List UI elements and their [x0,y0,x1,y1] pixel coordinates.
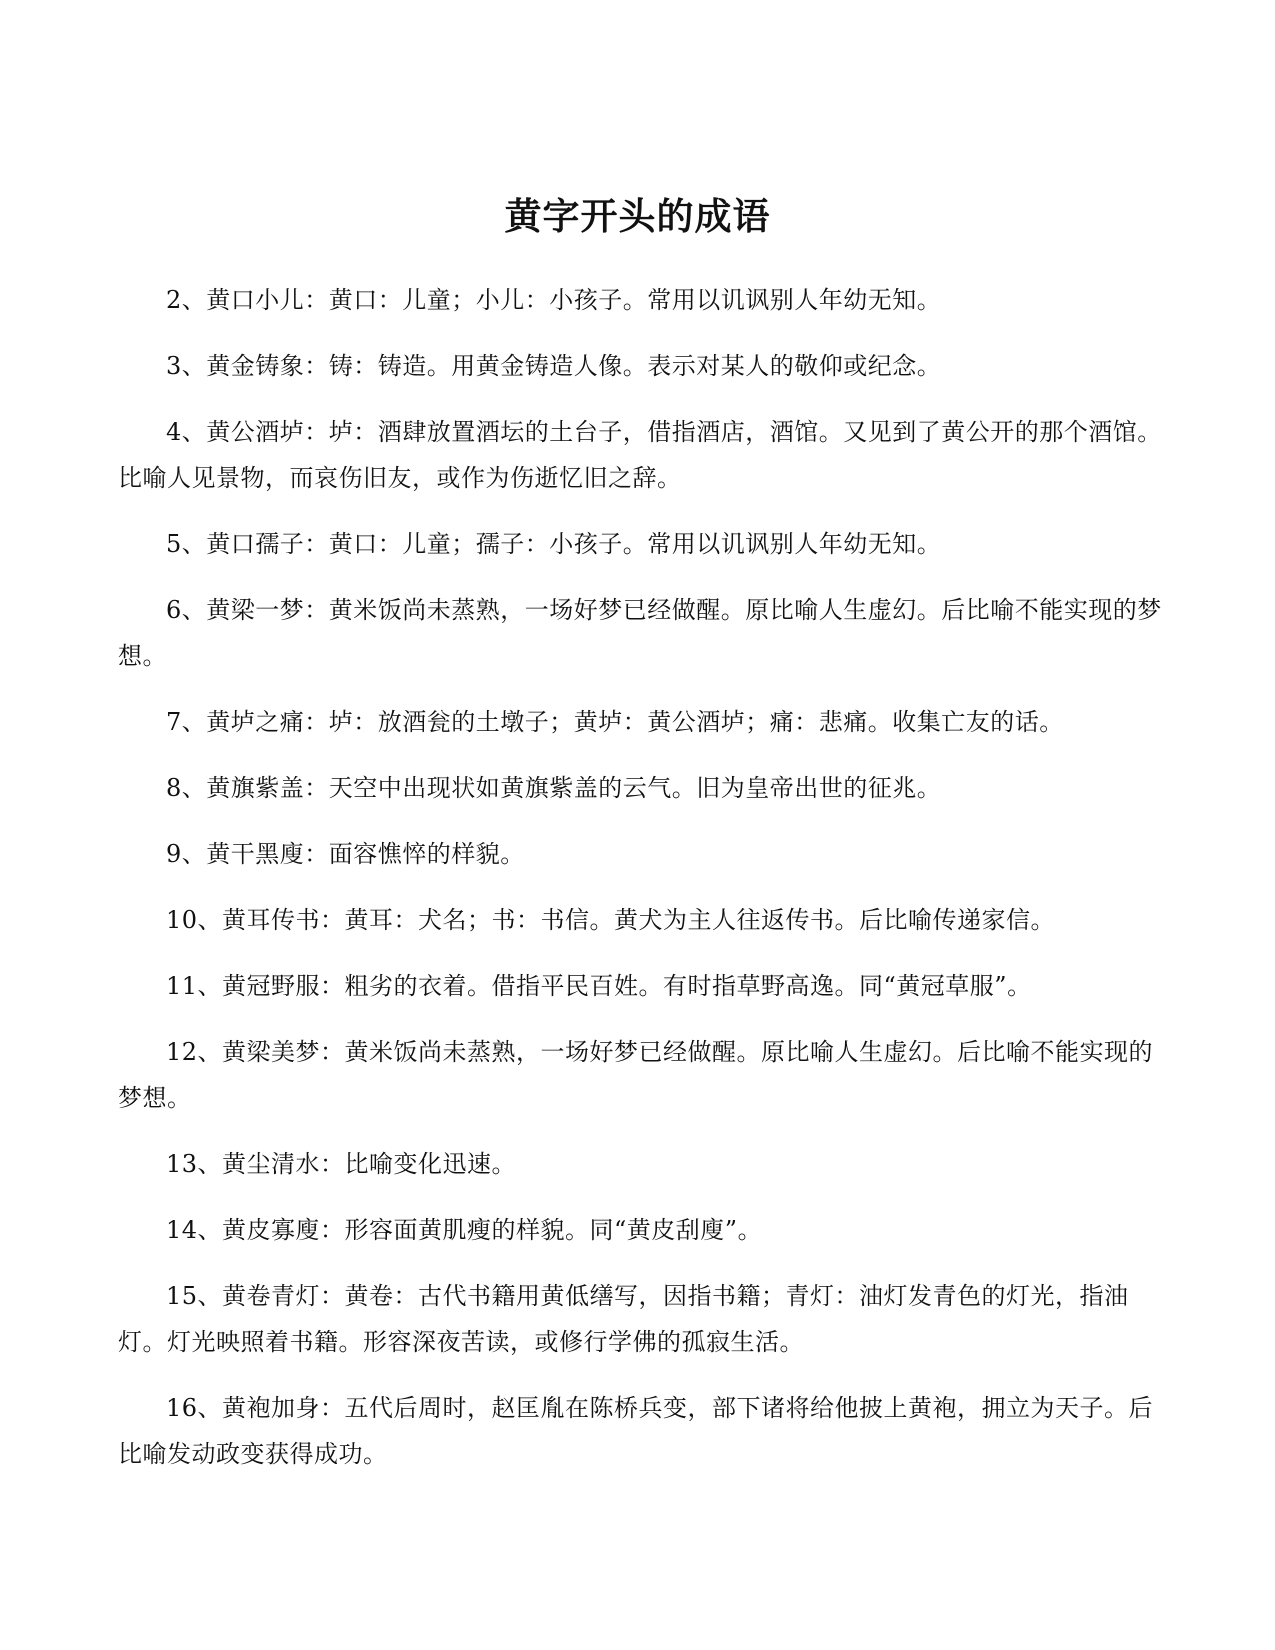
idiom-entry: 5、黄口孺子：黄口：儿童；孺子：小孩子。常用以讥讽别人年幼无知。 [166,530,942,558]
idiom-entry: 2、黄口小儿：黄口：儿童；小儿：小孩子。常用以讥讽别人年幼无知。 [166,286,942,314]
idiom-entry: 13、黄尘清水：比喻变化迅速。 [166,1150,517,1178]
idiom-entry: 8、黄旗紫盖：天空中出现状如黄旗紫盖的云气。旧为皇帝出世的征兆。 [166,774,942,802]
idiom-entry: 4、黄公酒垆：垆：酒肆放置酒坛的土台子，借指酒店，酒馆。又见到了黄公开的那个酒馆。比喻人见景物，而哀伤旧友，或作为伤逝忆旧之辞。 [118,418,1162,492]
idiom-entry: 7、黄垆之痛：垆：放酒瓮的土墩子；黄垆：黄公酒垆；痛：悲痛。收集亡友的话。 [166,708,1064,736]
idiom-list [118,277,1163,1497]
idiom-entry: 12、黄梁美梦：黄米饭尚未蒸熟，一场好梦已经做醒。原比喻人生虚幻。后比喻不能实现的梦想。 [118,1038,1154,1112]
idiom-entry: 11、黄冠野服：粗劣的衣着。借指平民百姓。有时指草野高逸。同“黄冠草服”。 [166,972,1032,1000]
idiom-entry: 14、黄皮寡廋：形容面黄肌瘦的样貌。同“黄皮刮廋”。 [166,1216,763,1244]
idiom-entry: 16、黄袍加身：五代后周时，赵匡胤在陈桥兵变，部下诸将给他披上黄袍，拥立为天子。后比喻发动政变获得成功。 [118,1394,1154,1468]
idiom-entry: 10、黄耳传书：黄耳：犬名；书：书信。黄犬为主人往返传书。后比喻传递家信。 [166,906,1056,934]
idiom-entry: 3、黄金铸象：铸：铸造。用黄金铸造人像。表示对某人的敬仰或纪念。 [166,352,942,380]
idiom-entry: 6、黄梁一梦：黄米饭尚未蒸熟，一场好梦已经做醒。原比喻人生虚幻。后比喻不能实现的梦想。 [118,596,1162,670]
idiom-entry: 15、黄卷青灯：黄卷：古代书籍用黄低缮写，因指书籍；青灯：油灯发青色的灯光，指油灯。灯光映照着书籍。形容深夜苦读，或修行学佛的孤寂生活。 [118,1282,1129,1356]
idiom-entry: 9、黄干黑廋：面容憔悴的样貌。 [166,840,525,868]
document-title: 黄字开头的成语 [504,195,771,238]
